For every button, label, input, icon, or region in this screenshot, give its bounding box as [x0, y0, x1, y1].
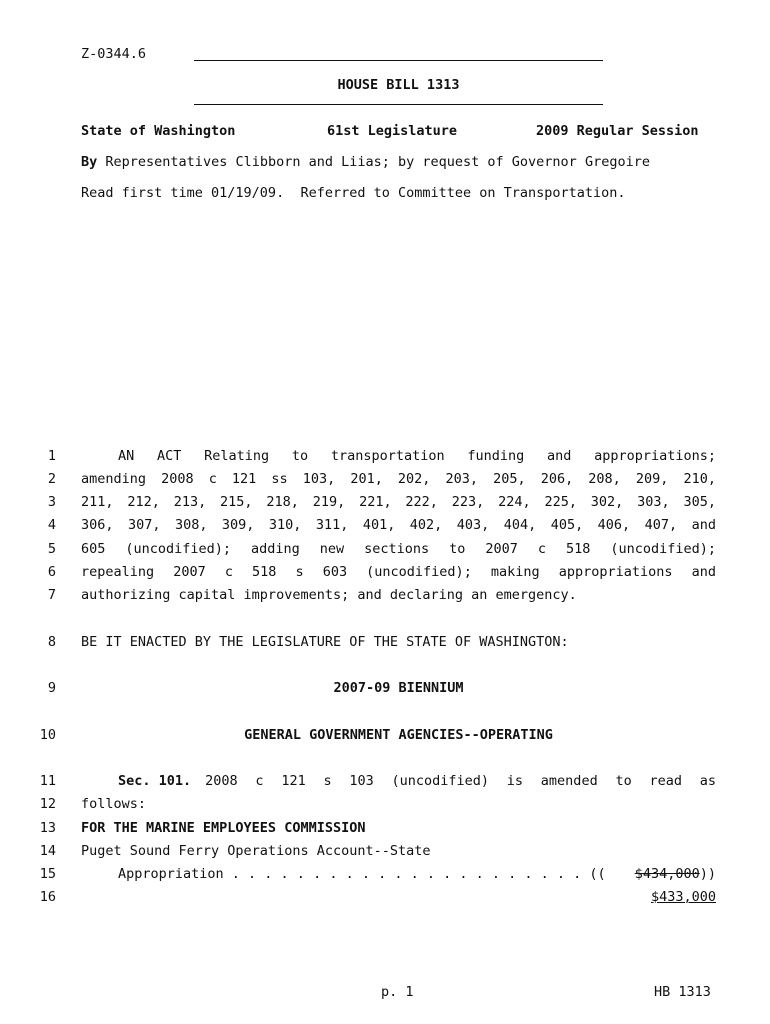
legislature: 61st Legislature [327, 123, 458, 139]
line-number: 5 [47, 541, 56, 557]
line-number: 4 [47, 517, 56, 533]
line-number: 16 [39, 889, 56, 905]
sponsors-line [81, 154, 650, 170]
line-number: 12 [39, 796, 56, 812]
line-number: 1 [47, 448, 56, 464]
appropriation-line [118, 866, 716, 882]
biennium-heading: 2007-09 BIENNIUM [333, 680, 464, 696]
line-number: 3 [47, 494, 56, 510]
close-paren: )) [699, 866, 716, 882]
body-line: 2008 c 121 s 103 (uncodified) is amended to read as [205, 773, 716, 789]
line-number: 15 [39, 866, 56, 882]
session: 2009 Regular Session [536, 123, 699, 139]
sponsors: Representatives Clibborn and Liias; by request of Governor Gregoire [105, 154, 650, 170]
line-number: 2 [47, 471, 56, 487]
line-number: 7 [47, 587, 56, 603]
body-line: amending 2008 c 121 ss 103, 201, 202, 203, 205, 206, 208, 209, 210, [81, 471, 716, 487]
by-label: By [81, 154, 98, 170]
line-number: 13 [39, 820, 56, 836]
document-code: Z-0344.6 [81, 46, 147, 62]
line-number: 14 [39, 843, 56, 859]
line-number: 11 [39, 773, 56, 789]
new-amount: $433,000 [650, 889, 716, 905]
body-line: AN ACT Relating to transportation funding and appropriations; [118, 448, 716, 464]
account-name: Puget Sound Ferry Operations Account--State [81, 843, 431, 859]
line-number: 6 [47, 564, 56, 580]
line-number: 10 [39, 727, 56, 743]
bill-title: HOUSE BILL 1313 [337, 77, 460, 93]
bill-reference: HB 1313 [654, 984, 711, 1000]
struck-amount: $434,000 [634, 866, 700, 882]
enacting-clause: BE IT ENACTED BY THE LEGISLATURE OF THE STATE OF WASHINGTON: [81, 634, 569, 650]
state-name: State of Washington [81, 123, 236, 139]
body-line: authorizing capital improvements; and declaring an emergency. [81, 587, 577, 603]
read-first-line: Read first time 01/19/09. Referred to Committee on Transportation. [81, 185, 626, 201]
body-line: follows: [81, 796, 147, 812]
section-label: Sec. 101. [118, 773, 192, 789]
page-number: p. 1 [381, 984, 414, 1000]
sec-101-line [118, 773, 716, 789]
appropriation-label: Appropriation . . . . . . . . . . . . . . . . . . . . . . (( [118, 866, 606, 882]
agency-heading: FOR THE MARINE EMPLOYEES COMMISSION [81, 820, 366, 836]
body-line: 306, 307, 308, 309, 310, 311, 401, 402, 403, 404, 405, 406, 407, and [81, 517, 716, 533]
line-number: 9 [47, 680, 56, 696]
body-line: repealing 2007 c 518 s 603 (uncodified); making appropriations and [81, 564, 716, 580]
body-line: 211, 212, 213, 215, 218, 219, 221, 222, 223, 224, 225, 302, 303, 305, [81, 494, 716, 510]
body-line: 605 (uncodified); adding new sections to 2007 c 518 (uncodified); [81, 541, 716, 557]
header-rule-bottom [194, 104, 603, 105]
section-heading: GENERAL GOVERNMENT AGENCIES--OPERATING [244, 727, 553, 743]
line-number: 8 [47, 634, 56, 650]
header-rule-top [194, 60, 603, 61]
